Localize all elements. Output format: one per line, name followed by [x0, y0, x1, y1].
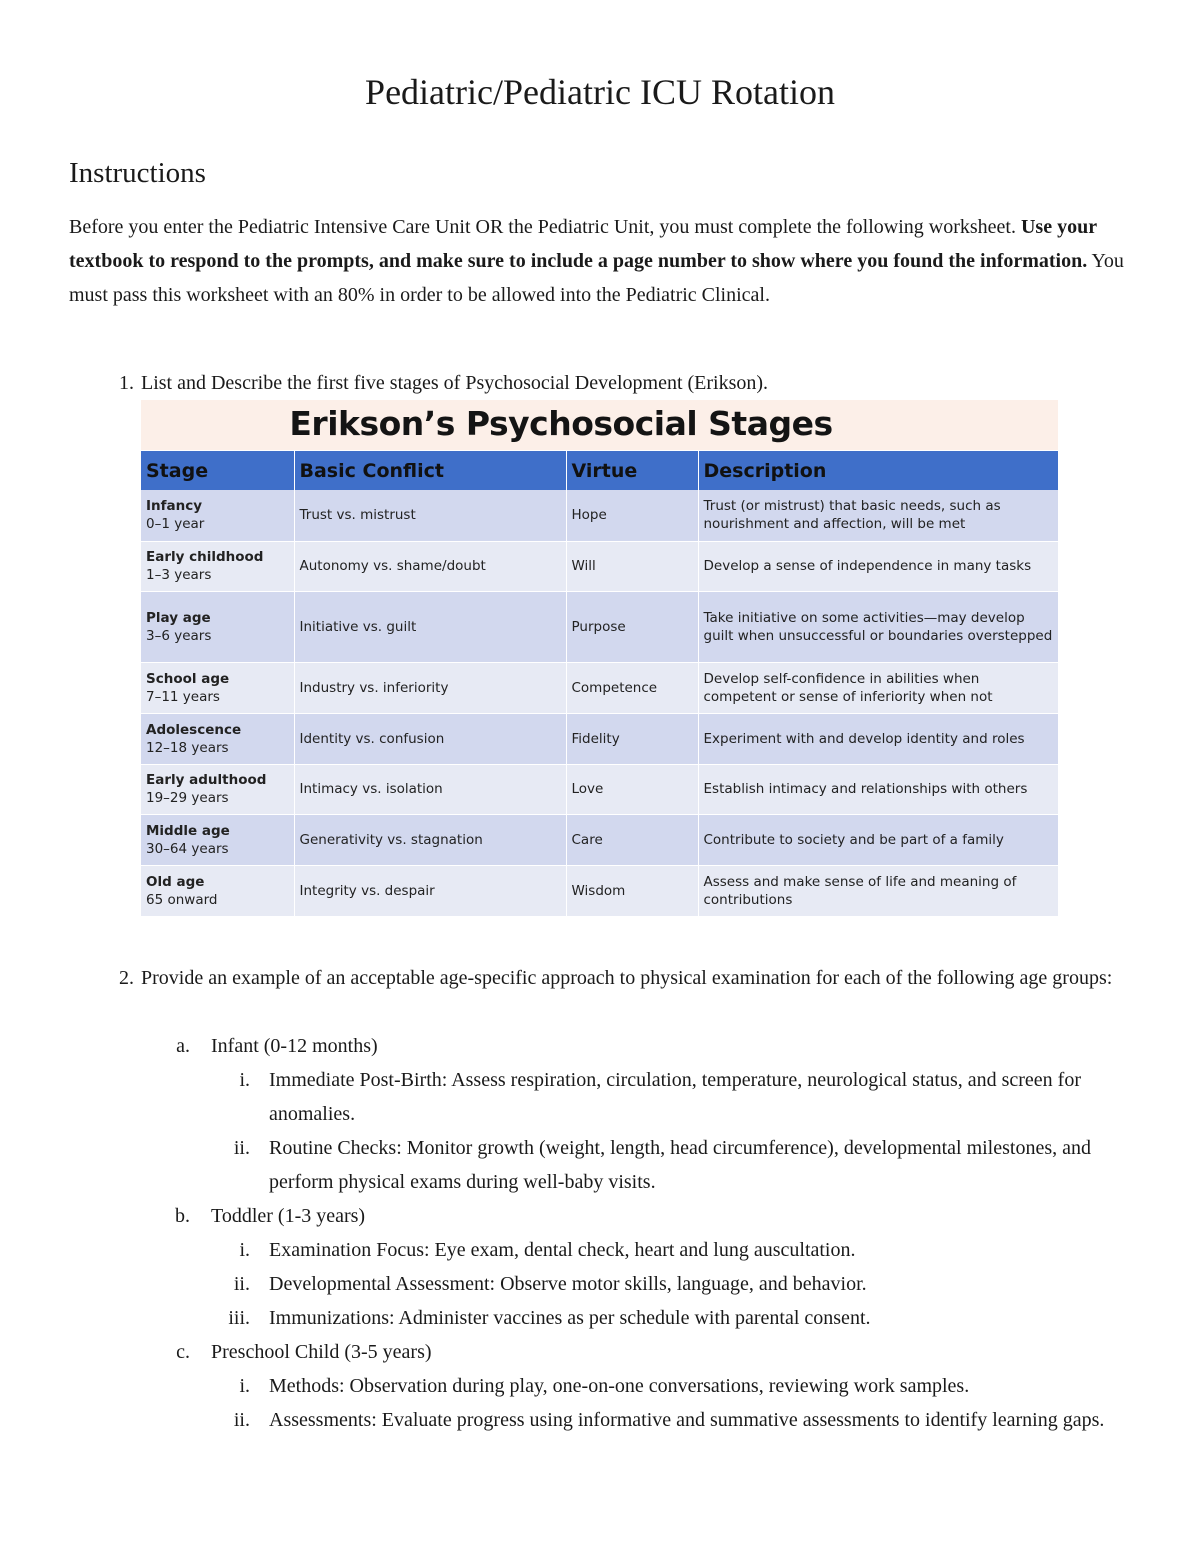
stage-age: 7–11 years [146, 688, 220, 705]
stage-cell [141, 662, 294, 713]
list-marker: i. [239, 1239, 250, 1261]
conflict-cell: Integrity vs. despair [294, 865, 566, 916]
intro-text: Before you enter the Pediatric Intensive Care Unit OR the Pediatric Unit, you must complete the following worksheet. [69, 216, 1021, 238]
conflict-cell: Industry vs. inferiority [294, 662, 566, 713]
description-cell: Trust (or mistrust) that basic needs, such as nourishment and affection, will be met [698, 490, 1058, 541]
description-cell: Develop a sense of independence in many tasks [698, 541, 1058, 591]
stage-age: 0–1 year [146, 516, 205, 533]
stage-age: 30–64 years [146, 840, 229, 857]
list-item [0, 1233, 1200, 1267]
table-header-row [141, 451, 1058, 490]
erikson-stages-figure [141, 400, 1058, 918]
list-item [0, 1131, 1200, 1199]
stage-age: 1–3 years [146, 567, 212, 583]
table-row [141, 541, 1058, 591]
list-item [0, 1267, 1200, 1301]
stage-name: Play age [146, 609, 211, 626]
conflict-cell: Identity vs. confusion [294, 713, 566, 764]
column-header: Description [698, 451, 1058, 490]
age-group-label: Preschool Child (3-5 years) [211, 1341, 432, 1363]
conflict-cell: Autonomy vs. shame/doubt [294, 541, 566, 591]
table-row [141, 490, 1058, 541]
list-item [0, 1369, 1200, 1403]
stage-cell [141, 713, 294, 764]
description-cell: Establish intimacy and relationships with others [698, 764, 1058, 814]
list-item-text: Immediate Post-Birth: Assess respiration, circulation, temperature, neurological status, and screen for anomalies. [269, 1069, 1081, 1125]
list-marker: ii. [233, 1137, 250, 1159]
description-cell: Assess and make sense of life and meaning of contributions [698, 865, 1058, 916]
list-marker: ii. [233, 1273, 250, 1295]
conflict-cell: Trust vs. mistrust [294, 490, 566, 541]
stage-age: 3–6 years [146, 627, 212, 644]
stage-cell [141, 865, 294, 916]
intro-text-end: You must pass this worksheet with an 80% in order to be allowed into the Pediatric Clinical. [69, 250, 1124, 306]
list-marker: b. [175, 1205, 190, 1227]
instructions-heading: Instructions [69, 157, 206, 189]
table-row [141, 591, 1058, 662]
figure-title: Erikson’s Psychosocial Stages [289, 404, 833, 443]
list-item-text: Immunizations: Administer vaccines as per schedule with parental consent. [269, 1307, 871, 1329]
virtue-cell: Fidelity [566, 713, 698, 764]
list-item [0, 1301, 1200, 1335]
question-text: Provide an example of an acceptable age-specific approach to physical examination for each of the following age groups: [141, 967, 1113, 989]
table-row [141, 662, 1058, 713]
figure-title-bar [141, 400, 1058, 450]
description-cell: Develop self-confidence in abilities when competent or sense of inferiority when not [698, 662, 1058, 713]
question-number: 1. [119, 372, 134, 394]
table-row [141, 713, 1058, 764]
list-marker: ii. [233, 1409, 250, 1431]
description-cell: Contribute to society and be part of a family [698, 814, 1058, 865]
list-item-text: Examination Focus: Eye exam, dental check, heart and lung auscultation. [269, 1239, 856, 1261]
conflict-cell: Initiative vs. guilt [294, 591, 566, 662]
age-group-label: Toddler (1-3 years) [211, 1205, 366, 1227]
virtue-cell: Competence [566, 662, 698, 713]
stage-age: 65 onward [146, 891, 218, 908]
table-row [141, 764, 1058, 814]
stage-cell [141, 490, 294, 541]
stage-name: Middle age [146, 822, 230, 839]
list-item-text: Developmental Assessment: Observe motor skills, language, and behavior. [269, 1273, 867, 1295]
stage-cell [141, 764, 294, 814]
stage-age: 19–29 years [146, 790, 229, 806]
list-marker: a. [176, 1035, 190, 1057]
stage-name: School age [146, 670, 230, 687]
age-group-item [0, 1335, 1200, 1369]
virtue-cell: Hope [566, 490, 698, 541]
list-item-text: Assessments: Evaluate progress using informative and summative assessments to identify learning gaps. [269, 1409, 1105, 1431]
question-text: List and Describe the first five stages of Psychosocial Development (Erikson). [141, 372, 769, 394]
intro-bold-text: Use your textbook to respond to the prompts, and make sure to include a page number to show where you found the information. [69, 216, 1097, 272]
virtue-cell: Purpose [566, 591, 698, 662]
list-marker: c. [176, 1341, 190, 1363]
list-item [0, 1403, 1200, 1471]
page-title: Pediatric/Pediatric ICU Rotation [365, 72, 835, 112]
stage-cell [141, 541, 294, 591]
virtue-cell: Care [566, 814, 698, 865]
list-item-text: Routine Checks: Monitor growth (weight, length, head circumference), developmental milestones, and perform physical exams during well-baby visits. [269, 1137, 1091, 1193]
virtue-cell: Love [566, 764, 698, 814]
stage-name: Early childhood [146, 549, 264, 565]
age-group-item [0, 1029, 1200, 1063]
stage-cell [141, 814, 294, 865]
virtue-cell: Will [566, 541, 698, 591]
conflict-cell: Generativity vs. stagnation [294, 814, 566, 865]
column-header: Stage [141, 451, 294, 490]
column-header: Virtue [566, 451, 698, 490]
table-row [141, 865, 1058, 916]
age-group-item [0, 1199, 1200, 1233]
column-header: Basic Conflict [294, 451, 566, 490]
stage-name: Early adulthood [146, 772, 267, 788]
virtue-cell: Wisdom [566, 865, 698, 916]
conflict-cell: Intimacy vs. isolation [294, 764, 566, 814]
instructions-paragraph [69, 210, 1141, 312]
stage-age: 12–18 years [146, 739, 229, 756]
stage-name: Old age [146, 873, 205, 890]
list-item-text: Methods: Observation during play, one-on-one conversations, reviewing work samples. [269, 1375, 970, 1397]
list-marker: i. [239, 1375, 250, 1397]
list-marker: i. [239, 1069, 250, 1091]
question-number: 2. [119, 967, 134, 989]
stage-cell [141, 591, 294, 662]
list-item [0, 1063, 1200, 1131]
stage-name: Adolescence [146, 721, 242, 738]
erikson-table [141, 451, 1059, 917]
age-group-label: Infant (0-12 months) [211, 1035, 378, 1057]
description-cell: Experiment with and develop identity and roles [698, 713, 1058, 764]
description-cell: Take initiative on some activities—may develop guilt when unsuccessful or boundaries overstepped [698, 591, 1058, 662]
table-row [141, 814, 1058, 865]
list-marker: iii. [228, 1307, 250, 1329]
stage-name: Infancy [146, 498, 203, 515]
